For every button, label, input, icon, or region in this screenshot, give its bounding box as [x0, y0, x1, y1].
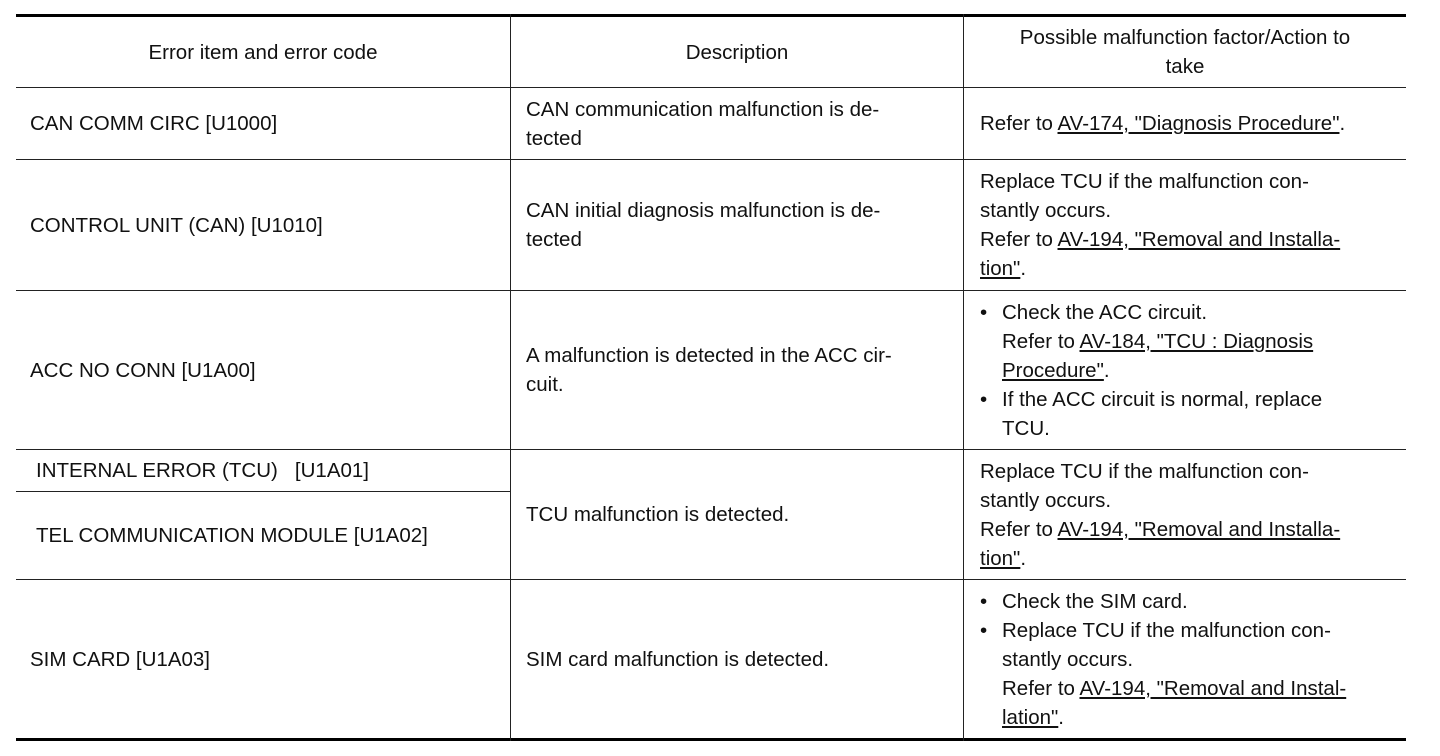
bullet-item: [978, 385, 1322, 443]
header-action-line: take: [1165, 55, 1205, 78]
table-row-description: [526, 291, 956, 449]
action-text: .: [1020, 257, 1027, 280]
table-row-action: [980, 88, 1406, 159]
header-action-line: Possible malfunction factor/Action to: [1019, 26, 1351, 49]
column-divider: [963, 14, 964, 741]
table-bottom-rule: [16, 738, 1406, 741]
table-row-description: [526, 450, 956, 579]
error-item-text: CONTROL UNIT (CAN) [U1010]: [30, 213, 323, 237]
table-row-item: [30, 580, 500, 738]
action-text: Replace TCU if the malfunction con-: [980, 459, 1309, 483]
description-line: tected: [526, 126, 582, 150]
bullet-item: [978, 616, 1346, 732]
action-text: Replace TCU if the malfunction con-: [1002, 618, 1331, 642]
error-item-text: TEL COMMUNICATION MODULE [U1A02]: [36, 524, 428, 547]
bullet-icon: •: [980, 387, 988, 411]
table-row-item: [36, 492, 506, 579]
header-error-item: [16, 17, 510, 87]
reference-link[interactable]: Procedure": [1002, 358, 1104, 382]
action-text: Check the ACC circuit.: [1002, 300, 1208, 324]
error-item-text: ACC NO CONN [U1A00]: [30, 358, 256, 382]
table-row-item: [30, 88, 500, 159]
header-description-text: Description: [685, 40, 789, 64]
action-text: .: [1339, 112, 1346, 135]
description-line: tected: [526, 228, 582, 251]
header-error-item-text: Error item and error code: [148, 40, 378, 64]
action-text: .: [1020, 546, 1027, 570]
action-text: TCU.: [1002, 416, 1050, 440]
action-text: Refer to: [1002, 676, 1080, 700]
table-row-action: [978, 291, 1406, 449]
description-line: CAN initial diagnosis malfunction is de-: [526, 199, 881, 222]
table-row-description: [526, 580, 956, 738]
action-text: Refer to: [980, 228, 1058, 251]
table-row-description: [526, 160, 956, 290]
action-text: stantly occurs.: [980, 199, 1112, 222]
error-item-text: SIM CARD [U1A03]: [30, 647, 210, 671]
action-bullet-list: [978, 587, 1346, 732]
description-line: CAN communication malfunction is de-: [526, 97, 880, 121]
bullet-item: [978, 587, 1346, 616]
action-text: Replace TCU if the malfunction con-: [980, 170, 1309, 193]
action-text: Refer to: [980, 517, 1058, 541]
action-bullet-list: [978, 298, 1322, 443]
error-item-text: INTERNAL ERROR (TCU) [U1A01]: [36, 459, 369, 482]
table-row-item: [30, 160, 500, 290]
column-divider: [510, 14, 511, 741]
action-text: Refer to: [980, 112, 1058, 135]
reference-link[interactable]: tion": [980, 546, 1021, 570]
description-line: TCU malfunction is detected.: [526, 503, 790, 526]
action-text: .: [1103, 358, 1110, 382]
bullet-icon: •: [980, 589, 988, 613]
reference-link[interactable]: AV-184, "TCU : Diagnosis: [1079, 329, 1314, 353]
reference-link[interactable]: AV-194, "Removal and Instal-: [1079, 676, 1347, 700]
table-row-item: [36, 450, 506, 491]
action-text: stantly occurs.: [980, 488, 1112, 512]
action-text: Check the SIM card.: [1002, 589, 1188, 613]
reference-link[interactable]: AV-194, "Removal and Installa-: [1057, 228, 1341, 251]
description-line: cuit.: [526, 373, 564, 396]
reference-link[interactable]: tion": [980, 257, 1021, 280]
bullet-icon: •: [980, 300, 988, 324]
error-item-text: CAN COMM CIRC [U1000]: [30, 112, 278, 135]
description-line: A malfunction is detected in the ACC cir-: [526, 344, 892, 367]
reference-link[interactable]: AV-174, "Diagnosis Procedure": [1057, 112, 1340, 135]
table-row-action: [980, 450, 1406, 579]
table-row-action: [978, 580, 1406, 738]
table-row-item: [30, 291, 500, 449]
description-line: SIM card malfunction is detected.: [526, 647, 830, 671]
header-description: [511, 17, 963, 87]
action-text: Refer to: [1002, 329, 1080, 353]
action-text: If the ACC circuit is normal, replace: [1002, 387, 1323, 411]
action-text: .: [1058, 705, 1064, 729]
action-text: stantly occurs.: [1002, 647, 1134, 671]
bullet-item: [978, 298, 1322, 385]
table-row-action: [980, 160, 1406, 290]
header-action: [964, 17, 1406, 87]
reference-link[interactable]: lation": [1002, 705, 1059, 729]
error-code-table: [16, 14, 1406, 741]
table-row-description: [526, 88, 956, 159]
bullet-icon: •: [980, 618, 988, 642]
reference-link[interactable]: AV-194, "Removal and Installa-: [1057, 517, 1341, 541]
